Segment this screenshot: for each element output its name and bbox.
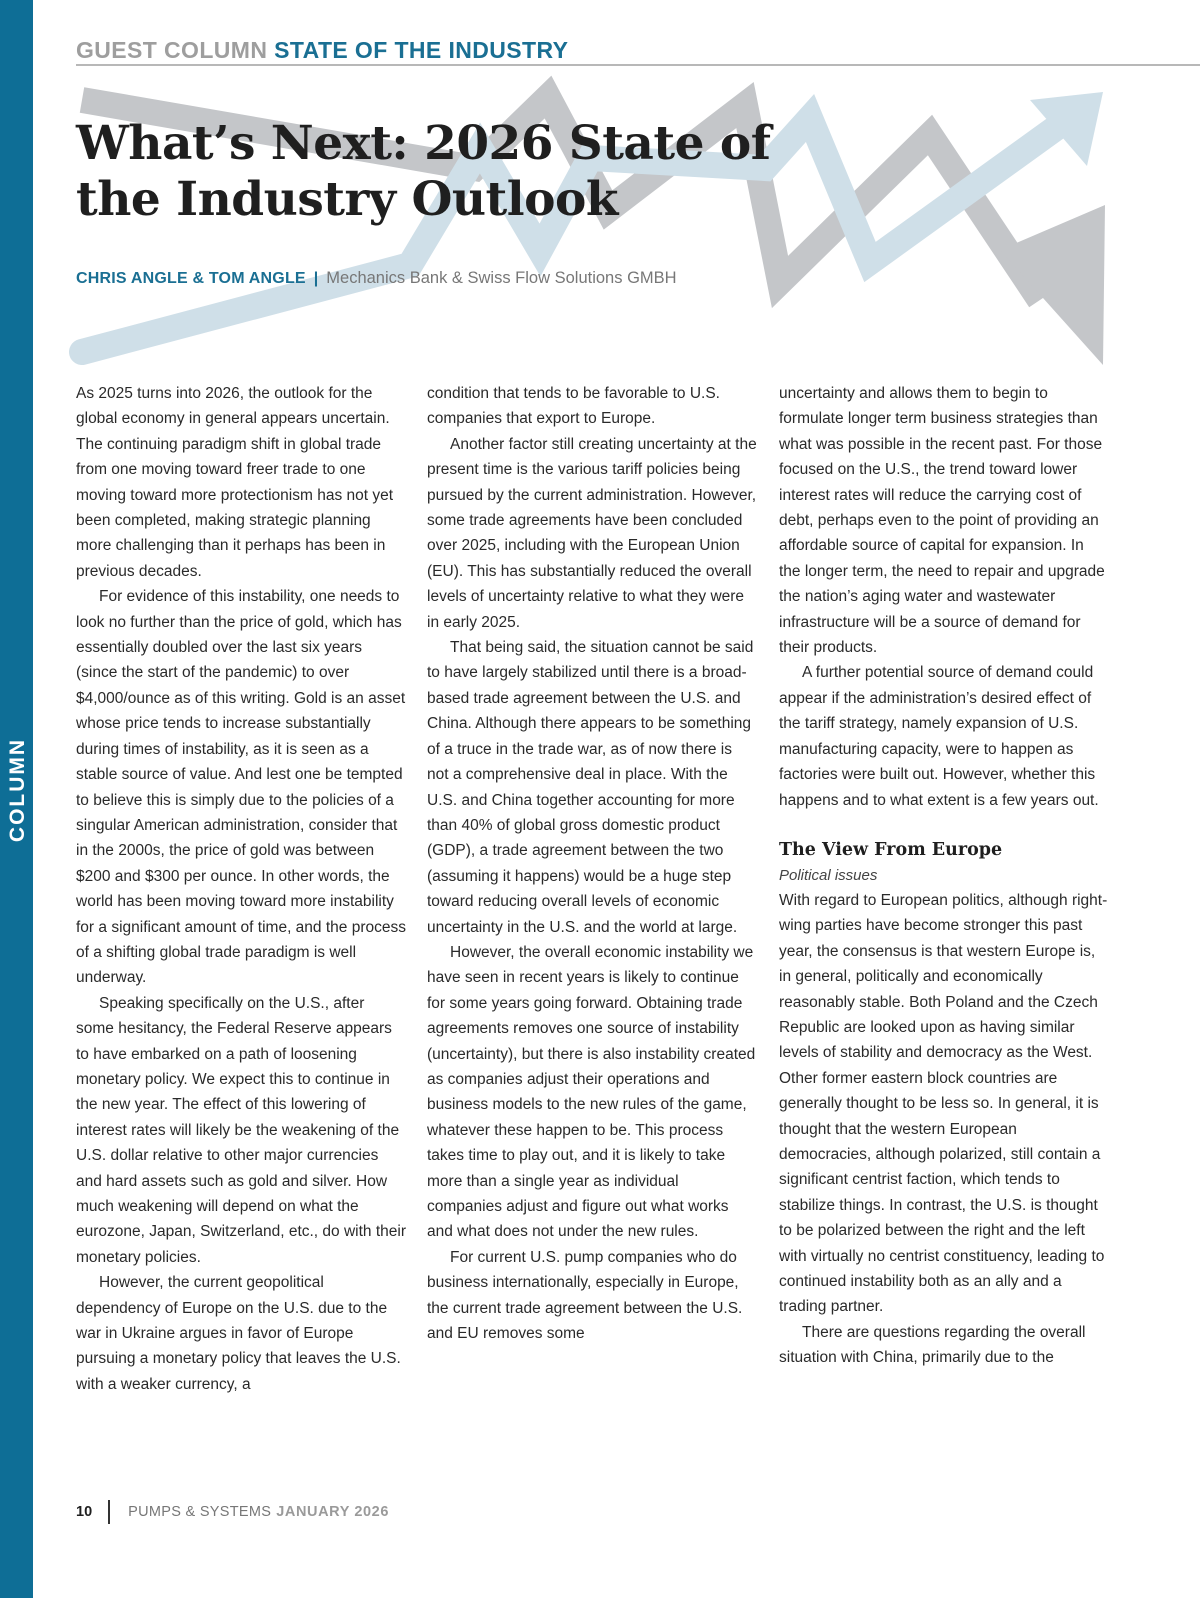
paragraph: Another factor still creating uncertainty at the present time is the various tariff policies being pursued by the current administration. However, some trade agreements have been concluded over 2025, including with the European Union (EU). This has substantially reduced the overall levels of uncertainty relative to what they were in early 2025. (427, 435, 757, 631)
page-number: 10 (76, 1503, 93, 1520)
paragraph: However, the overall economic instability we have seen in recent years is likely to continue for some years going forward. Obtaining trade agreements removes one source of instability (uncertainty), but there is also instability created as companies adjust their operations and business models to the new rules of the game, whatever these happen to be. This process takes time to play out, and it is likely to take more than a single year as individual companies adjust and figure out what works and what does not under the new rules. (427, 943, 756, 1241)
paragraph: condition that tends to be favorable to U.S. companies that export to Europe. (427, 385, 720, 428)
publication-name: PUMPS & SYSTEMS (128, 1503, 272, 1520)
paragraph: Speaking specifically on the U.S., after some hesitancy, the Federal Reserve appears to have embarked on a path of loosening monetary policy. We expect this to continue in the new year. The effect of this lowering of interest rates will likely be the weakening of the U.S. dollar relative to other major currencies and hard assets such as gold and silver. How much weakening will depend on what the eurozone, Japan, Switzerland, etc., do with their monetary policies. (76, 994, 406, 1266)
paragraph: That being said, the situation cannot be said to have largely stabilized until there is a broad-based trade agreement between the U.S. and China. Although there appears to be something of a truce in the trade war, as of now there is not a comprehensive deal in place. With the U.S. and China together accounting for more than 40% of global gross domestic product (GDP), a trade agreement between the two (assuming it happens) would be a huge step toward reducing overall levels of economic uncertainty in the U.S. and the world at large. (427, 639, 754, 936)
byline-separator: | (313, 270, 319, 287)
byline-authors: CHRIS ANGLE & TOM ANGLE (76, 270, 306, 287)
paragraph: However, the current geopolitical dependency of Europe on the U.S. due to the war in Ukraine argues in favor of Europe pursuing a monetary policy that leaves the U.S. with a weaker currency, a (76, 1274, 401, 1393)
issue-date: JANUARY 2026 (276, 1503, 390, 1520)
section-heading: The View From Europe (779, 839, 1003, 860)
side-tab-label: COLUMN (6, 737, 29, 843)
section-subheading: Political issues (779, 866, 878, 884)
article-title: What’s Next: 2026 State of the Industry Outlook (76, 116, 771, 227)
byline (76, 269, 677, 288)
paragraph: For current U.S. pump companies who do business internationally, especially in Europe, the current trade agreement between the U.S. and EU removes some (427, 1248, 743, 1343)
paragraph: uncertainty and allows them to begin to formulate longer term business strategies than what was possible in the recent past. For those focused on the U.S., the trend toward lower interest rates will reduce the carrying cost of debt, perhaps even to the point of providing an affordable source of capital for expansion. In the longer term, the need to repair and upgrade the nation’s aging water and wastewater infrastructure will be a source of demand for their products. (779, 385, 1105, 657)
paragraph: There are questions regarding the overall situation with China, primarily due to the (779, 1323, 1086, 1367)
text-column-1 (76, 381, 406, 1397)
text-column-2 (427, 381, 757, 1346)
paragraph: With regard to European politics, although right-wing parties have become stronger this past year, the consensus is that western Europe is, in general, politically and economically reasonably stable. Both Poland and the Czech Republic are looked upon as having similar levels of stability and democracy as the West. Other former eastern block countries are generally thought to be less so. In general, it is thought that the western European democracies, although polarized, still contain a significant centrist faction, which tends to stabilize things. In contrast, the U.S. is thought to be polarized between the right and the left with virtually no centrist constituency, leading to continued instability both as an ally and a trading partner. (779, 891, 1108, 1316)
section-topic: STATE OF THE INDUSTRY (274, 37, 569, 63)
paragraph: A further potential source of demand could appear if the administration’s desired effect of the tariff strategy, namely expansion of U.S. manufacturing capacity, were to happen as factories were built out. However, whether this happens and to what extent is a few years out. (779, 664, 1099, 809)
page-footer (76, 1500, 389, 1524)
footer-divider (108, 1500, 110, 1524)
section-label: GUEST COLUMN (76, 37, 268, 63)
text-column-3 (779, 381, 1109, 1371)
paragraph: As 2025 turns into 2026, the outlook for the global economy in general appears uncertain. The continuing paradigm shift in global trade from one moving toward freer trade to one moving toward more protectionism has not yet been completed, making strategic planning more challenging than it perhaps has been in previous decades. (76, 385, 394, 580)
paragraph: For evidence of this instability, one needs to look no further than the price of gold, which has essentially doubled over the last six years (since the start of the pandemic) to over $4,000/ounce as of this writing. Gold is an asset whose price tends to increase substantially during times of instability, as it is seen as a stable source of value. And lest one be tempted to believe this is simply due to the policies of a singular American administration, consider that in the 2000s, the price of gold was between $200 and $300 per ounce. In other words, the world has been moving toward more instability for a significant amount of time, and the process of a shifting global trade paradigm is well underway. (76, 588, 406, 987)
byline-organizations: Mechanics Bank & Swiss Flow Solutions GMBH (326, 269, 677, 287)
